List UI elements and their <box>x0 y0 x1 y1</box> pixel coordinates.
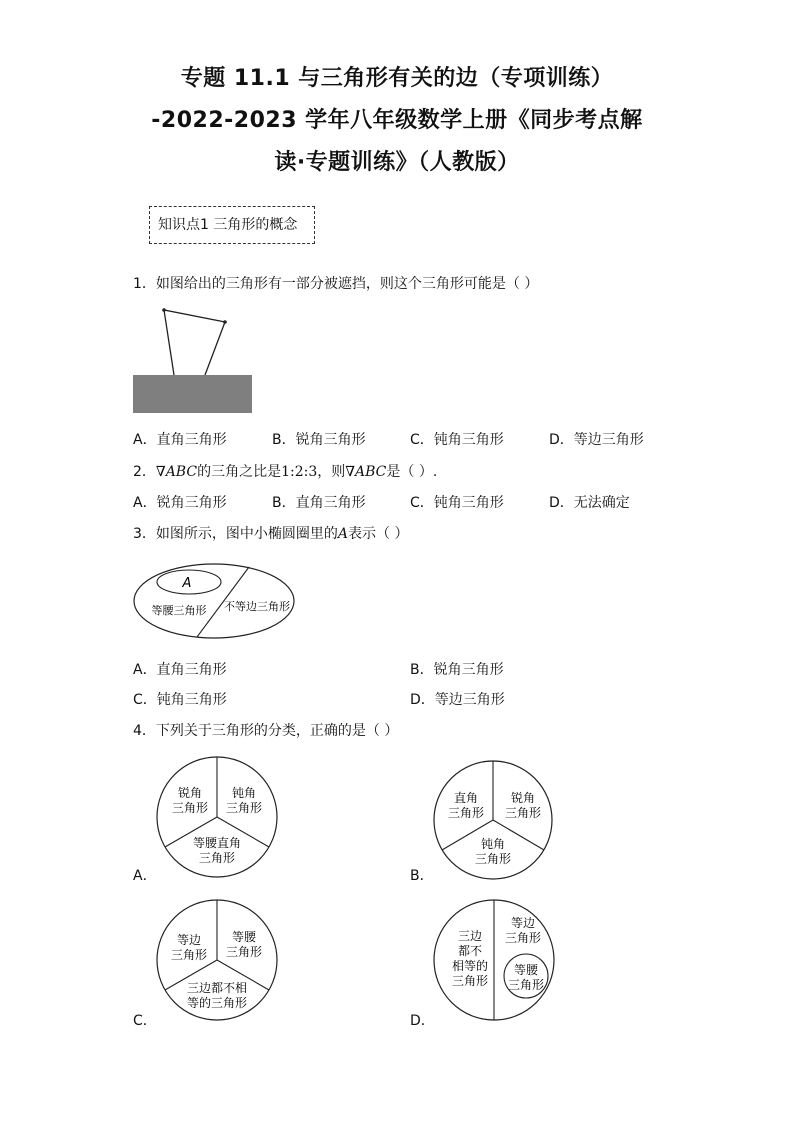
svg-text:三边: 三边 <box>457 929 483 943</box>
svg-text:等腰直角: 等腰直角 <box>192 836 242 850</box>
q3-option-a[interactable]: A．直角三角形 <box>133 662 227 678</box>
knowledge-point-box: 知识点1 三角形的概念 <box>149 206 315 244</box>
q4-option-d[interactable]: D． <box>410 1013 435 1029</box>
svg-text:都不: 都不 <box>457 944 483 958</box>
title-line-2: -2022-2023 学年八年级数学上册《同步考点解 <box>151 108 643 133</box>
svg-text:钝角: 钝角 <box>231 786 257 800</box>
q2-option-d[interactable]: D．无法确定 <box>549 495 630 511</box>
question-4-text: 4．下列关于三角形的分类，正确的是（ ） <box>133 723 399 739</box>
svg-text:等的三角形: 等的三角形 <box>186 996 248 1010</box>
question-2-text: 2．∇ABC的三角之比是1:2:3，则∇ABC是（ ）. <box>133 464 438 480</box>
q4-option-c[interactable]: C． <box>133 1013 157 1029</box>
partial-triangle <box>164 310 225 375</box>
svg-text:三角形: 三角形 <box>504 931 542 945</box>
svg-text:直角: 直角 <box>453 791 479 805</box>
q4-option-a[interactable]: A． <box>133 868 157 884</box>
right-region-label: 不等边三角形 <box>224 600 290 613</box>
svg-text:三角形: 三角形 <box>170 948 208 962</box>
q4-figure-a <box>155 755 281 879</box>
svg-text:锐角: 锐角 <box>177 786 203 800</box>
title-line-3: 读·专题训练》（人教版） <box>274 150 520 175</box>
left-region-label: 等腰三角形 <box>151 604 207 617</box>
svg-text:等边: 等边 <box>510 916 536 930</box>
svg-text:锐角: 锐角 <box>510 791 536 805</box>
svg-text:三角形: 三角形 <box>507 978 545 992</box>
svg-text:三角形: 三角形 <box>474 852 512 866</box>
q2-option-b[interactable]: B．直角三角形 <box>272 495 366 511</box>
vertex-point <box>223 320 227 324</box>
q3-option-b[interactable]: B．锐角三角形 <box>410 662 504 678</box>
question-3-text: 3．如图所示，图中小椭圆圈里的A表示（ ） <box>133 526 409 542</box>
q2-option-a[interactable]: A．锐角三角形 <box>133 495 227 511</box>
covering-block <box>133 375 252 413</box>
angle-ratio: 1:2:3 <box>281 464 318 480</box>
q1-option-d[interactable]: D．等边三角形 <box>549 432 644 448</box>
question-1-figure <box>128 302 258 418</box>
svg-text:钝角: 钝角 <box>480 837 506 851</box>
svg-text:三角形: 三角形 <box>171 801 209 815</box>
svg-text:三角形: 三角形 <box>504 806 542 820</box>
inner-label: A <box>182 576 192 591</box>
triangle-name: ∇ABC <box>345 464 387 480</box>
q4-figure-b <box>432 760 556 882</box>
q1-option-a[interactable]: A．直角三角形 <box>133 432 227 448</box>
svg-text:等腰: 等腰 <box>513 963 539 977</box>
vertex-point <box>162 308 166 312</box>
q1-option-b[interactable]: B．锐角三角形 <box>272 432 366 448</box>
svg-text:等腰: 等腰 <box>231 930 257 944</box>
q3-option-c[interactable]: C．钝角三角形 <box>133 692 227 708</box>
q4-figure-c <box>155 898 281 1022</box>
svg-text:三角形: 三角形 <box>225 801 263 815</box>
svg-text:三角形: 三角形 <box>225 945 263 959</box>
question-3-venn-figure <box>130 560 300 644</box>
svg-text:三角形: 三角形 <box>451 974 489 988</box>
q2-option-c[interactable]: C．钝角三角形 <box>410 495 504 511</box>
q3-option-d[interactable]: D．等边三角形 <box>410 692 505 708</box>
q4-option-b[interactable]: B． <box>410 868 434 884</box>
svg-text:三角形: 三角形 <box>447 806 485 820</box>
question-1-text: 1．如图给出的三角形有一部分被遮挡，则这个三角形可能是（ ） <box>133 276 539 292</box>
svg-text:等边: 等边 <box>176 933 202 947</box>
svg-text:三边都不相: 三边都不相 <box>186 981 248 995</box>
svg-text:相等的: 相等的 <box>451 959 489 973</box>
q4-figure-d <box>432 898 558 1022</box>
title-line-1: 专题 11.1 与三角形有关的边（专项训练） <box>180 66 614 91</box>
triangle-name: ∇ABC <box>155 464 198 480</box>
svg-text:三角形: 三角形 <box>198 851 236 865</box>
q1-option-c[interactable]: C．钝角三角形 <box>410 432 504 448</box>
